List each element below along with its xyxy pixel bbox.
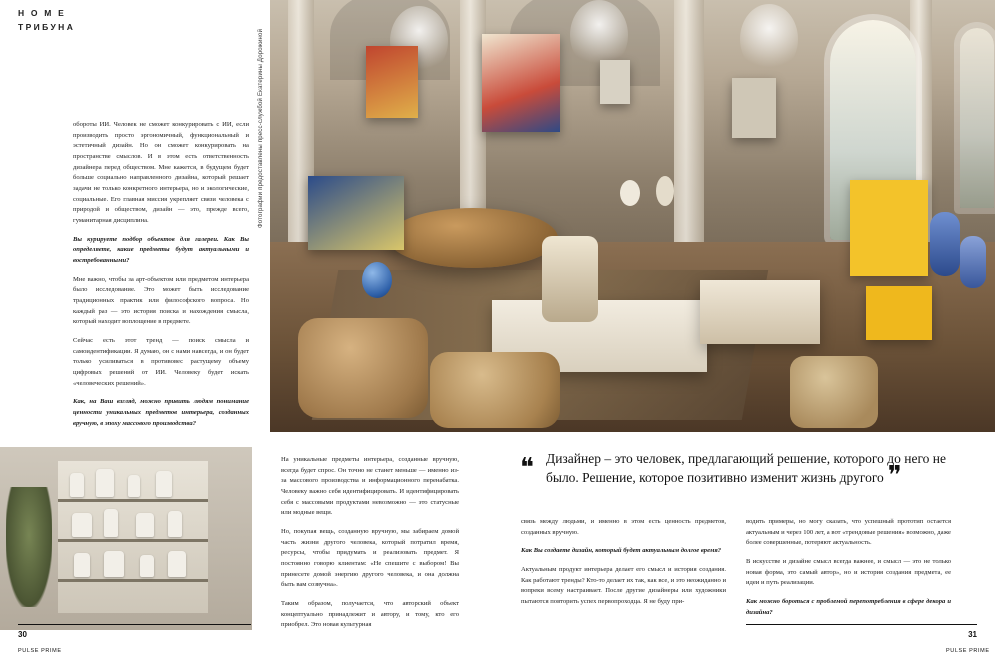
stone-sculpture: [298, 318, 428, 418]
vase-10: [104, 551, 124, 577]
hero-interior-photo: [270, 0, 995, 432]
vase-2: [96, 469, 114, 497]
paragraph: В искусстве и дизайне смысл всегда важнее, и смысл — это не только новая форма, это самый автор», но и история создания предмета, ее идеи и путь реализации.: [746, 558, 951, 587]
vase-5: [72, 513, 92, 537]
painting-on-floor: [308, 176, 404, 250]
plant: [6, 487, 52, 607]
page-number-right: 31: [968, 630, 977, 639]
question: Как можно бороться с проблемой перепотребления в сфере декора и дизайна?: [746, 598, 951, 616]
paragraph: Таким образом, получается, что авторский объект концептуально принадлежит и автору, и тому, кто его приобрел. Это новая культурная: [281, 600, 459, 629]
vase-1: [70, 473, 84, 497]
paragraph: Сейчас есть этот тренд — поиск смысла и самоидентификации. Я думаю, он с нами навсегда, и он будет только усиливаться в противовес растущему объему цифровых решений от ИИ. Человеку будет искать «человеческих решений».: [73, 337, 249, 387]
side-table: [700, 280, 820, 344]
small-object-1: [620, 180, 640, 206]
artwork-4: [732, 78, 776, 138]
vase-11: [140, 555, 154, 577]
vase-8: [168, 511, 182, 537]
magazine-name-left: PULSE PRIME: [18, 648, 62, 654]
ceramic-sculpture: [542, 236, 598, 322]
vase-4: [156, 471, 172, 497]
shelf-bar-3: [58, 579, 208, 582]
magazine-name-right: PULSE PRIME: [946, 648, 990, 654]
pull-quote-text: Дизайнер – это человек, предлагающий решение, которого до него не было. Решение, которое позитивно изменит жизнь другого: [546, 451, 946, 486]
yellow-panel: [850, 180, 928, 276]
photo-credit: Фотографии предоставлены пресс-службой Екатерины Дорожиной: [258, 28, 264, 228]
question: Вы курируете подбор объектов для галереи. Как Вы определяете, какие предметы будут актуальными и востребованными?: [73, 235, 249, 265]
kicker-line-1: H O M E: [18, 8, 66, 18]
footer-rule-left: [18, 624, 251, 625]
stone-sculpture-2: [430, 352, 560, 428]
vase-7: [136, 513, 154, 537]
question: Как, на Ваш взгляд, можно привить людям понимание ценности уникальных предметов интерьера, созданных вручную, в эпоху массового производства?: [73, 398, 249, 427]
middle-text-column: [281, 455, 459, 639]
round-table: [388, 208, 558, 268]
right-text-column-2: [746, 517, 951, 626]
paragraph: связь между людьми, и именно в этом есть ценность предметов, созданных вручную.: [521, 518, 726, 536]
paragraph: Мне важно, чтобы за арт-объектом или предметом интерьера было исследование. Это может быть исследование традиционных практик или философского вопроса. Но каждый раз — это история поиска и нахождения смысла, который находит воплощение в предмете.: [73, 275, 249, 326]
shelf-bar-1: [58, 499, 208, 502]
paragraph: обороты ИИ. Человек не сможет конкурировать с ИИ, если производить просто эргономичный, функциональный и эстетичный дизайн. Но он сможет конкурировать на пространстве смыслов. И в этом есть ответственность дизайнера перед обществом. Мне кажется, в будущем будет больше социально направленного дизайна, который решает задачи не только конкретного интерьера, но и экологические, социальные. Его главная миссия укрепляет связи человека с природой и обществом, дизайн — это, прежде всего, гуманитарная дисциплина.: [73, 121, 249, 225]
question: Как Вы создаете дизайн, который будет актуальным долгое время?: [521, 547, 722, 555]
artwork-3: [600, 60, 630, 104]
quote-mark-close: ❞: [887, 461, 902, 491]
blue-vase-2: [960, 236, 986, 288]
stone-sculpture-3: [790, 356, 878, 428]
vase-6: [104, 509, 118, 537]
left-text-column: [73, 120, 249, 437]
artwork-1: [366, 46, 418, 118]
vase-12: [168, 551, 186, 577]
blue-sculpture: [362, 262, 392, 298]
paragraph: Но, покупая вещь, созданную вручную, мы забираем домой часть жизни другого человека, который потратил время, ресурсы, чтобы придумать и реализовать предмет. Я постоянно говорю клиентам: «Не спешите с выбором! Вы принесете домой энергию другого человека, и она должна быть вам созвучна».: [281, 528, 459, 589]
paragraph: Актуальным продукт интерьера делает его смысл и история создания. Как работают тренды? Кто-то делает их так, как все, и это неожиданно и вопреки всему настраивает. После другие дизайнеры или художники пытаются повторить успех первопроходца. Я не буду при-: [521, 566, 726, 606]
paragraph: На уникальные предметы интерьера, созданные вручную, всегда будет спрос. Он точно не станет меньше — именно из-за массового производства и информационного перенабатка. Человеку важно себя идентифицировать. И идентифицировать себя с массовыми продуктами невозможно — это статусные или модные вещи.: [281, 456, 459, 517]
chandelier-3: [740, 4, 798, 74]
footer-rule-right: [746, 624, 977, 625]
kicker-line-2: ТРИБУНА: [18, 22, 76, 32]
small-object-2: [656, 176, 674, 206]
paragraph: водить примеры, но могу сказать, что успешный прототип остается актуальным и через 100 лет, а вот «трендовые решения» возможно, даже более совершенные, потеряют актуальность.: [746, 518, 951, 547]
shelf-bar-2: [58, 539, 208, 542]
pull-quote: [520, 450, 972, 491]
window-side: [960, 28, 994, 208]
folio-left: [18, 630, 27, 639]
blue-vase: [930, 212, 960, 276]
artwork-2: [482, 34, 560, 132]
right-text-column-1: [521, 517, 726, 616]
page-kicker: [18, 8, 75, 32]
quote-mark-open: ❝: [520, 453, 534, 482]
page-number-left: 30: [18, 630, 27, 639]
vase-3: [128, 475, 140, 497]
yellow-panel-2: [866, 286, 932, 340]
vase-9: [74, 553, 90, 577]
folio-right: [968, 630, 977, 639]
shelf-photo: [0, 447, 252, 630]
